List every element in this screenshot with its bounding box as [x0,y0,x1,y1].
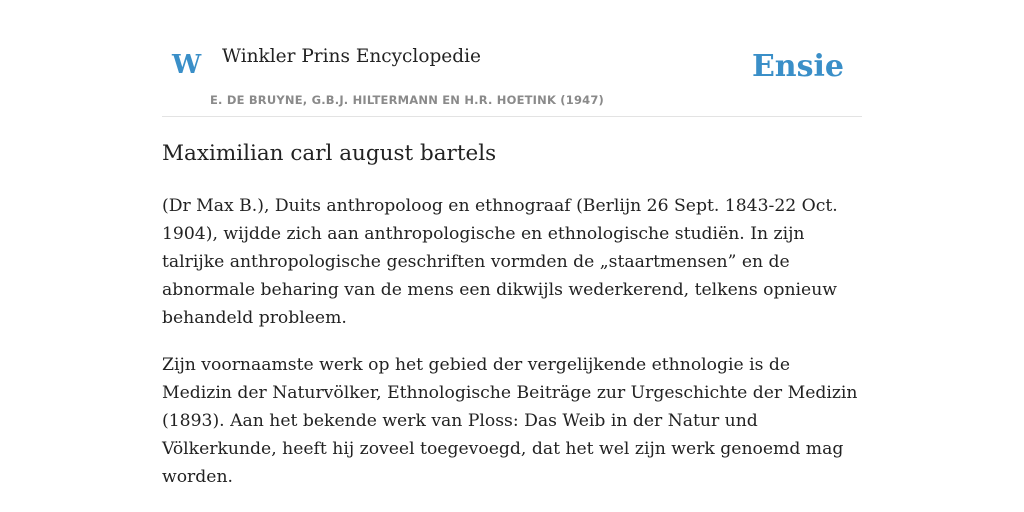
source-authors: E. DE BRUYNE, G.B.J. HILTERMANN EN H.R. HOETINK (1947) [210,93,605,107]
page [162,0,862,512]
article-title: Maximilian carl august bartels [162,141,497,166]
article-body [162,192,862,510]
source-title[interactable]: Winkler Prins Encyclopedie [222,46,481,67]
source-logo-icon[interactable]: W [172,50,202,80]
source-header [162,0,862,117]
brand-logo[interactable]: Ensie [751,49,844,84]
article-paragraph: (Dr Max B.), Duits anthropoloog en ethnograaf (Berlijn 26 Sept. 1843-22 Oct. 1904), wijdde zich aan anthropologische en ethnologische studiën. In zijn talrijke anthropologische geschriften vormden de „staartmensen” en de abnormale beharing van de mens een dikwijls wederkerend, telkens opnieuw behandeld probleem. [162,196,838,328]
article-paragraph: Zijn voornaamste werk op het gebied der vergelijkende ethnologie is de Medizin der Naturvölker, Ethnologische Beiträge zur Urgeschichte der Medizin (1893). Aan het bekende werk van Ploss: Das Weib in der Natur und Völkerkunde, heeft hij zoveel toegevoegd, dat het wel zijn werk genoemd mag worden. [162,355,858,487]
